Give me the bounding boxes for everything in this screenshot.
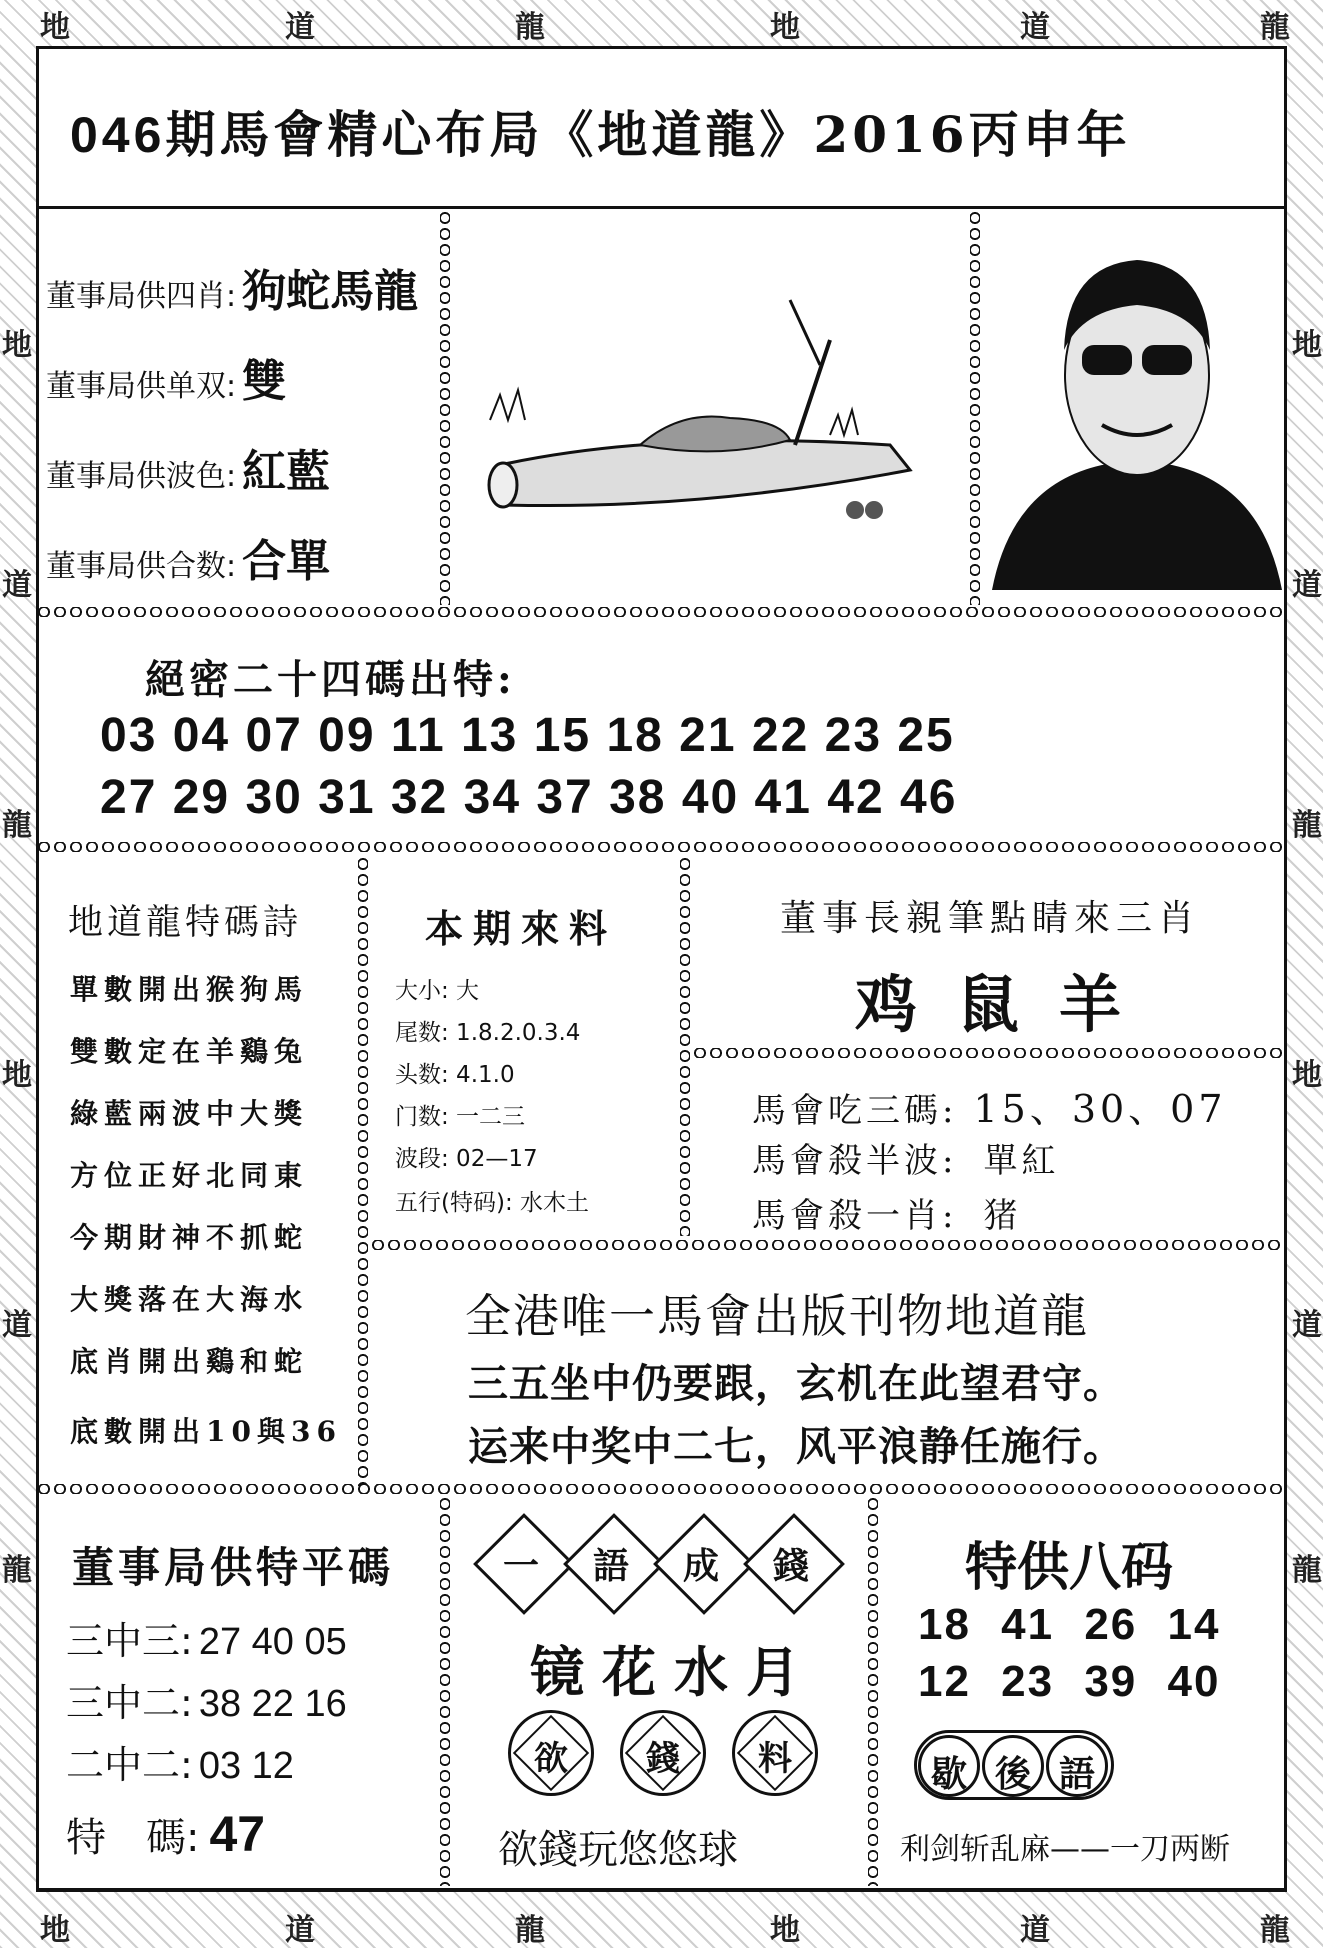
edge-char: 地 (40, 10, 70, 45)
divider (358, 856, 368, 1486)
divider (440, 1496, 450, 1886)
flat-row: 二中二: 03 12 (66, 1743, 294, 1787)
page-title (70, 95, 1131, 167)
verse-headline: 全港唯一馬會出版刊物地道龍 (465, 1289, 1089, 1343)
edge-char: 道 (2, 568, 32, 603)
poem-line: 雙數定在羊鷄兔 (70, 1035, 309, 1068)
divider (36, 842, 1287, 852)
flat-row: 三中三: 27 40 05 (66, 1619, 347, 1663)
edge-char: 道 (1020, 10, 1050, 45)
odd-even-row: 董事局供单双: 雙 (46, 356, 287, 407)
special-code-row: 特 碼: 47 (66, 1806, 266, 1862)
kill-half-wave-row: 馬會殺半波: 單紅 (752, 1141, 1060, 1181)
poem-title: 地道龍特碼詩 (68, 903, 303, 943)
title-text: 期馬會精心布局《地道龍》 (165, 105, 814, 164)
issue-number: 046 (70, 107, 166, 163)
edge-char: 道 (285, 10, 315, 45)
eight-row-1: 18 41 26 14 (918, 1600, 1221, 1649)
materials-line: 五行(特码): 水木土 (395, 1190, 590, 1216)
phrase-char: 語 (592, 1545, 629, 1587)
poem-line: 單數開出猴狗馬 (70, 973, 309, 1006)
phrase-circle: 錢 (620, 1710, 706, 1796)
edge-char: 地 (1292, 328, 1322, 363)
divider (370, 1240, 1287, 1250)
edge-char: 地 (2, 1058, 32, 1093)
poem-line: 綠藍兩波中大獎 (70, 1097, 309, 1130)
edge-char: 道 (1292, 568, 1322, 603)
phrase-footer: 欲錢玩悠悠球 (498, 1827, 738, 1873)
edge-char: 龍 (2, 808, 32, 843)
edge-char: 龍 (1292, 1553, 1322, 1588)
flat-title: 董事局供特平碼 (72, 1543, 395, 1592)
poem-line: 今期財神不抓蛇 (70, 1221, 309, 1254)
eight-title: 特供八码 (965, 1538, 1174, 1598)
four-zodiac-row: 董事局供四肖: 狗蛇馬龍 (46, 266, 419, 317)
divider (868, 1496, 878, 1886)
sum-row: 董事局供合数: 合單 (46, 536, 331, 587)
edge-char: 龍 (515, 1913, 545, 1948)
materials-line: 头数: 4.1.0 (395, 1062, 515, 1088)
poem-line: 底數開出10與36 (70, 1415, 342, 1448)
edge-char: 地 (40, 1913, 70, 1948)
chairman-heading: 董事長親筆點睛來三肖 (780, 898, 1201, 939)
edge-char: 地 (770, 1913, 800, 1948)
materials-line: 门数: 一二三 (395, 1104, 526, 1130)
secret-numbers-row-1: 03 04 07 09 11 13 15 18 21 22 23 25 (100, 709, 955, 762)
divider (36, 607, 1287, 617)
edge-char: 龍 (2, 1553, 32, 1588)
flat-row: 三中二: 38 22 16 (66, 1681, 347, 1725)
phrase-char: 一 (502, 1545, 539, 1587)
phrase-char: 成 (682, 1545, 719, 1587)
edge-char: 龍 (1260, 10, 1290, 45)
phrase-answer: 镜花水月 (530, 1640, 818, 1704)
edge-char: 龍 (515, 10, 545, 45)
kill-zodiac-row: 馬會殺一肖: 猪 (752, 1196, 1022, 1236)
materials-title: 本期來料 (425, 906, 618, 951)
edge-char: 地 (770, 10, 800, 45)
eight-row-2: 12 23 39 40 (918, 1657, 1221, 1706)
eat-three-row: 馬會吃三碼: 15、30、07 (752, 1087, 1227, 1131)
edge-char: 龍 (1260, 1913, 1290, 1948)
edge-char: 道 (1292, 1308, 1322, 1343)
chairman-zodiacs: 鸡鼠羊 (855, 968, 1162, 1041)
phrase-circle: 料 (732, 1710, 818, 1796)
poem-line: 大獎落在大海水 (70, 1283, 309, 1316)
divider (440, 210, 450, 605)
divider (680, 856, 690, 1236)
divider (692, 1048, 1287, 1058)
edge-char: 道 (1020, 1913, 1050, 1948)
divider (970, 210, 980, 605)
edge-char: 地 (1292, 1058, 1322, 1093)
verse-line: 三五坐中仍要跟，玄机在此望君守。 (468, 1361, 1124, 1407)
divider (36, 1484, 1287, 1494)
verse-line: 运来中奖中二七，风平浪静任施行。 (468, 1424, 1124, 1470)
poem-line: 方位正好北同東 (70, 1159, 309, 1192)
edge-char: 地 (2, 328, 32, 363)
edge-char: 龍 (1292, 808, 1322, 843)
riddle-char-circle: 歇 (918, 1735, 980, 1797)
sketch-illustration (460, 270, 960, 540)
divider (36, 206, 1287, 209)
secret-heading: 絕密二十四碼出特: (145, 656, 516, 703)
edge-char: 道 (2, 1308, 32, 1343)
materials-line: 大小: 大 (395, 978, 480, 1004)
riddle-char-circle: 語 (1046, 1735, 1108, 1797)
divider (36, 1888, 1287, 1891)
riddle-text: 利剑斩乱麻——一刀两断 (900, 1832, 1230, 1867)
secret-numbers-row-2: 27 29 30 31 32 34 37 38 40 41 42 46 (100, 771, 958, 824)
phrase-circle: 欲 (508, 1710, 594, 1796)
title-year: 2016丙申年 (813, 105, 1131, 164)
wave-color-row: 董事局供波色: 紅藍 (46, 446, 331, 497)
materials-line: 波段: 02—17 (395, 1146, 538, 1172)
portrait-photo (992, 250, 1282, 590)
riddle-char-circle: 後 (982, 1735, 1044, 1797)
phrase-char: 錢 (772, 1545, 809, 1587)
edge-char: 道 (285, 1913, 315, 1948)
poem-line: 底肖開出鷄和蛇 (70, 1345, 309, 1378)
materials-line: 尾数: 1.8.2.0.3.4 (395, 1020, 581, 1046)
